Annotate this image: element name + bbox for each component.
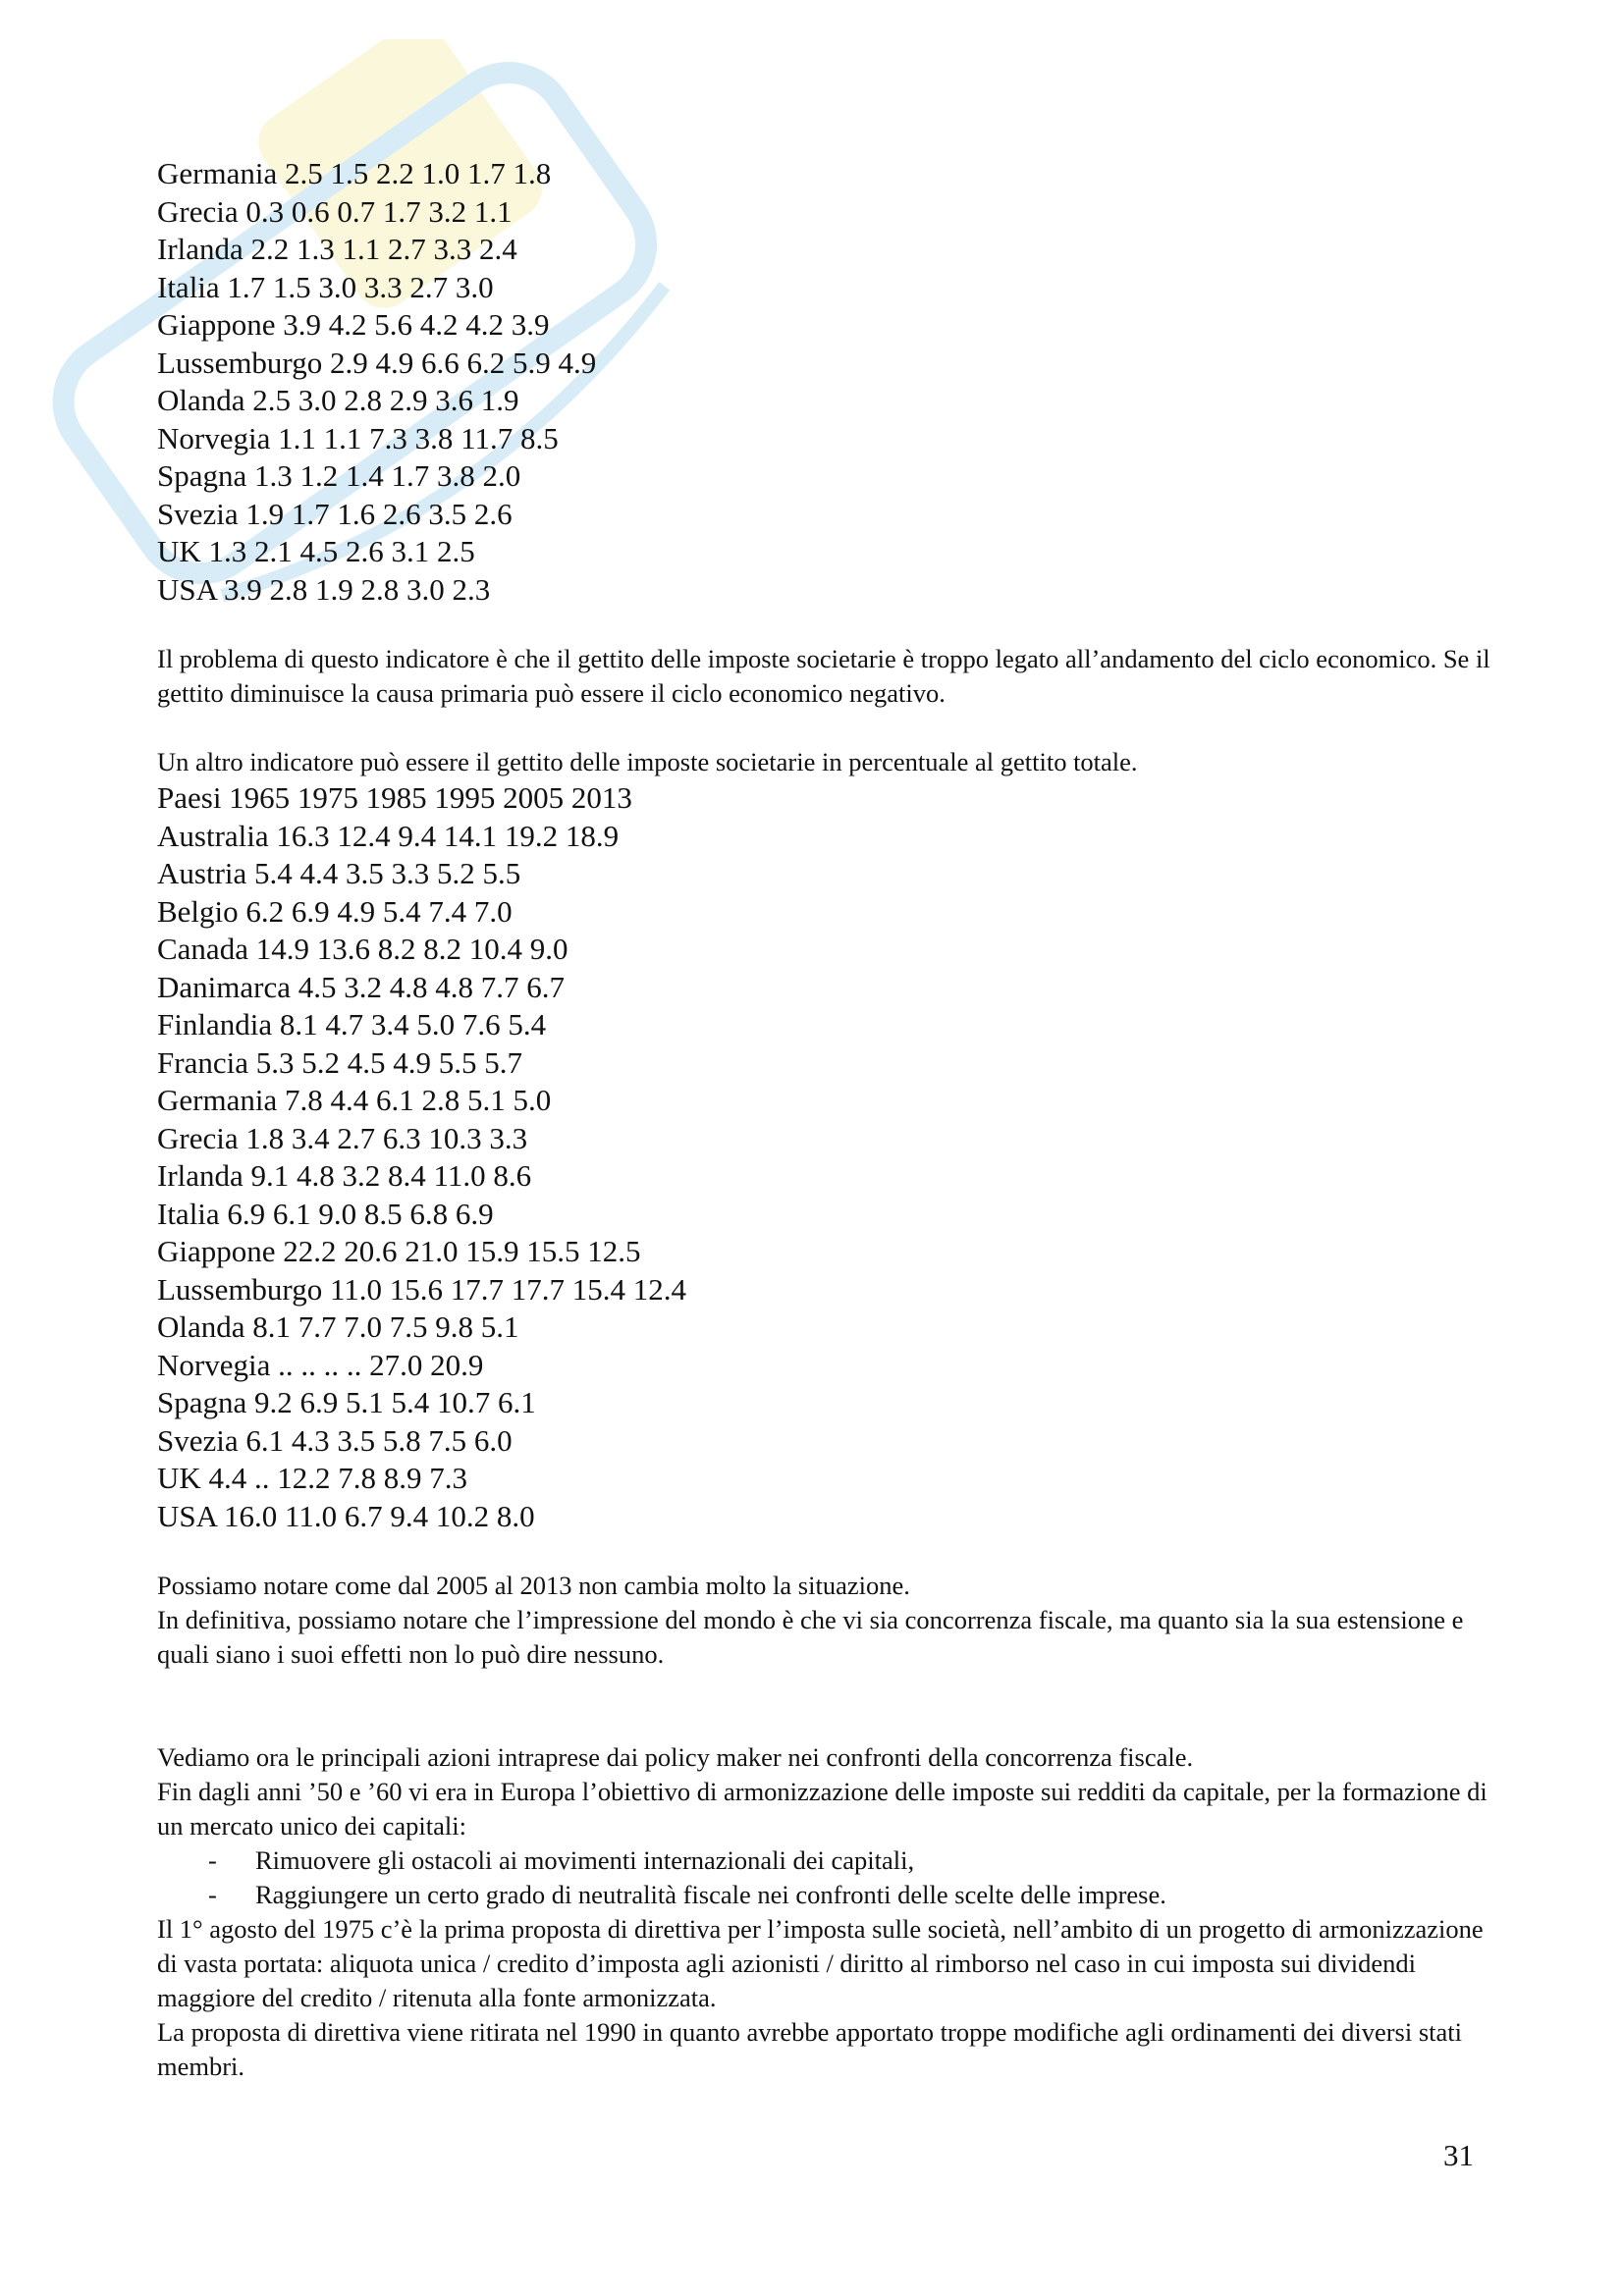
table-row: USA 3.9 2.8 1.9 2.8 3.0 2.3: [157, 571, 491, 607]
table-row: Germania 2.5 1.5 2.2 1.0 1.7 1.8: [157, 156, 552, 190]
table-row: Grecia 1.8 3.4 2.7 6.3 10.3 3.3: [157, 1120, 528, 1155]
table-row: USA 16.0 11.0 6.7 9.4 10.2 8.0: [157, 1498, 535, 1533]
table-row: Finlandia 8.1 4.7 3.4 5.0 7.6 5.4: [157, 1007, 547, 1041]
table-row: Olanda 8.1 7.7 7.0 7.5 9.8 5.1: [157, 1309, 519, 1344]
corporate-tax-share-table: [157, 779, 1492, 1535]
page-number: 31: [1443, 2138, 1474, 2172]
table-row: Giappone 3.9 4.2 5.6 4.2 4.2 3.9: [157, 307, 550, 342]
table-row: Grecia 0.3 0.6 0.7 1.7 3.2 1.1: [157, 193, 513, 229]
list-item: [157, 1878, 1492, 1912]
table-row: Austria 5.4 4.4 3.5 3.3 5.2 5.5: [157, 856, 521, 890]
table-row: Spagna 1.3 1.2 1.4 1.7 3.8 2.0: [157, 458, 521, 493]
table-row: Lussemburgo 11.0 15.6 17.7 17.7 15.4 12.4: [157, 1271, 687, 1307]
paragraph-other-indicator: Un altro indicatore può essere il gettito delle imposte societarie in percentuale al gettito totale.: [157, 747, 1138, 776]
table-row: Danimarca 4.5 3.2 4.8 4.8 7.7 6.7: [157, 969, 565, 1004]
bullet-dash: -: [208, 1845, 217, 1875]
paragraph-directive-withdrawn: La proposta di direttiva viene ritirata nel 1990 in quanto avrebbe apportato troppe modifiche agli ordinamenti dei diversi stati membri.: [157, 2017, 1463, 2081]
page-content: [157, 155, 1492, 2084]
table-row: UK 1.3 2.1 4.5 2.6 3.1 2.5: [157, 534, 475, 568]
list-item: [157, 1843, 1492, 1878]
table-row: Australia 16.3 12.4 9.4 14.1 19.2 18.9: [157, 818, 620, 853]
table-row: Paesi 1965 1975 1985 1995 2005 2013: [157, 780, 632, 815]
paragraph-directive-proposal: Il 1° agosto del 1975 c’è la prima proposta di direttiva per l’imposta sulle società, nell’ambito di un progetto di armonizzazione di vasta portata: aliquota unica / credito d’imposta agli azionisti / diritto al rimborso nel caso in cui imposta sui dividendi maggiore del credito / ritenuta alla fonte armonizzata.: [157, 1914, 1484, 2012]
table-row: Olanda 2.5 3.0 2.8 2.9 3.6 1.9: [157, 383, 519, 417]
bullet-dash: -: [208, 1880, 217, 1909]
table-row: Lussemburgo 2.9 4.9 6.6 6.2 5.9 4.9: [157, 345, 597, 380]
table-row: Norvegia .. .. .. .. 27.0 20.9: [157, 1347, 484, 1382]
table-row: Irlanda 9.1 4.8 3.2 8.4 11.0 8.6: [157, 1158, 532, 1193]
table-row: Belgio 6.2 6.9 4.9 5.4 7.4 7.0: [157, 893, 513, 929]
paragraph-policy-actions: Vediamo ora le principali azioni intraprese dai policy maker nei confronti della concorrenza fiscale.: [157, 1742, 1194, 1772]
table-row: Italia 1.7 1.5 3.0 3.3 2.7 3.0: [157, 269, 494, 304]
paragraph-indicator-problem: Il problema di questo indicatore è che il gettito delle imposte societarie è troppo legato all’andamento del ciclo economico. Se il gettito diminuisce la causa primaria può essere il ciclo economico negativo.: [157, 644, 1490, 708]
table-row: Giappone 22.2 20.6 21.0 15.9 15.5 12.5: [157, 1234, 641, 1268]
paragraph-observation: Possiamo notare come dal 2005 al 2013 non cambia molto la situazione.: [157, 1571, 910, 1600]
table-row: Svezia 6.1 4.3 3.5 5.8 7.5 6.0: [157, 1422, 513, 1458]
table-row: UK 4.4 .. 12.2 7.8 8.9 7.3: [157, 1461, 468, 1495]
paragraph-harmonization-goal: Fin dagli anni ’50 e ’60 vi era in Europa l’obiettivo di armonizzazione delle imposte sui redditi da capitale, per la formazione di un mercato unico dei capitali:: [157, 1777, 1488, 1841]
table-row: Spagna 9.2 6.9 5.1 5.4 10.7 6.1: [157, 1385, 536, 1419]
paragraph-conclusion: In definitiva, possiamo notare che l’impressione del mondo è che vi sia concorrenza fiscale, ma quanto sia la sua estensione e quali siano i suoi effetti non lo può dire nessuno.: [157, 1605, 1464, 1669]
table-row: Francia 5.3 5.2 4.5 4.9 5.5 5.7: [157, 1044, 522, 1080]
table-row: Norvegia 1.1 1.1 7.3 3.8 11.7 8.5: [157, 420, 559, 455]
list-item-text: Rimuovere gli ostacoli ai movimenti internazionali dei capitali,: [255, 1845, 915, 1875]
table-row: Canada 14.9 13.6 8.2 8.2 10.4 9.0: [157, 932, 568, 966]
table-row: Germania 7.8 4.4 6.1 2.8 5.1 5.0: [157, 1083, 552, 1117]
table-row: Italia 6.9 6.1 9.0 8.5 6.8 6.9: [157, 1196, 494, 1231]
objectives-list: [157, 1843, 1492, 1912]
table-row: Irlanda 2.2 1.3 1.1 2.7 3.3 2.4: [157, 232, 517, 266]
table-row: Svezia 1.9 1.7 1.6 2.6 3.5 2.6: [157, 496, 513, 531]
list-item-text: Raggiungere un certo grado di neutralità fiscale nei confronti delle scelte delle imprese.: [255, 1880, 1166, 1909]
corporate-tax-gdp-table: [157, 155, 1492, 609]
